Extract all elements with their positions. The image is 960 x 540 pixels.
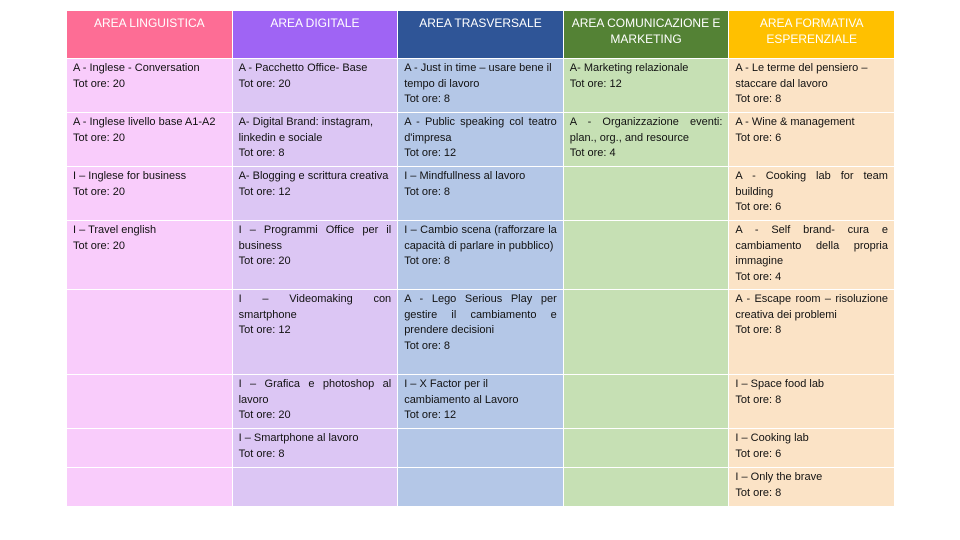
course-cell	[563, 429, 729, 468]
course-cell	[729, 113, 895, 167]
course-title: I – Travel english	[73, 224, 157, 236]
course-cell	[563, 59, 729, 113]
course-table	[66, 10, 895, 507]
course-cell	[232, 429, 398, 468]
course-title: I – Cooking lab	[735, 432, 809, 444]
course-hours: Tot ore: 20	[73, 77, 125, 90]
course-cell	[67, 167, 233, 221]
course-title: A - Self brand- cura e cambiamento della propria immagine	[735, 224, 888, 267]
course-title: I – Only the brave	[735, 471, 823, 483]
course-title: A- Blogging e scrittura creativa	[238, 170, 389, 182]
course-title: I – Cambio scena (rafforzare la capacità di parlare in pubblico)	[404, 224, 557, 252]
course-hours: Tot ore: 4	[569, 147, 616, 159]
course-cell	[232, 59, 398, 113]
course-cell	[729, 375, 895, 429]
table-row	[67, 429, 895, 468]
course-title: A - Le terme del pensiero – staccare dal lavoro	[735, 62, 868, 90]
course-hours: Tot ore: 8	[735, 324, 782, 336]
course-hours: Tot ore: 6	[735, 447, 782, 460]
table-row	[67, 375, 895, 429]
course-cell	[729, 468, 895, 507]
course-hours: Tot ore: 20	[238, 77, 291, 90]
course-cell	[67, 290, 233, 375]
course-hours: Tot ore: 8	[404, 339, 451, 352]
course-hours: Tot ore: 8	[404, 185, 451, 198]
course-cell	[563, 375, 729, 429]
course-title: A - Organizzazione eventi: plan., org., and resource	[569, 116, 723, 144]
course-hours: Tot ore: 20	[238, 409, 291, 421]
course-title: I – Grafica e photoshop al lavoro	[238, 378, 392, 406]
course-cell	[398, 290, 564, 375]
course-title: A - Escape room – risoluzione creativa dei problemi	[735, 293, 888, 321]
header-area-formativa-esperenziale: AREA FORMATIVA ESPERENZIALE	[729, 11, 895, 59]
course-title: A- Marketing relazionale	[569, 62, 689, 74]
course-hours: Tot ore: 8	[238, 447, 285, 460]
course-cell	[398, 113, 564, 167]
course-hours: Tot ore: 12	[404, 409, 457, 421]
table-row	[67, 468, 895, 507]
course-cell	[232, 167, 398, 221]
course-cell	[729, 221, 895, 290]
course-cell	[563, 113, 729, 167]
course-title: A - Cooking lab for team building	[735, 170, 888, 198]
course-cell	[563, 290, 729, 375]
course-title: I – Inglese for business	[73, 170, 187, 182]
header-row	[67, 11, 895, 59]
course-hours: Tot ore: 8	[238, 147, 285, 159]
course-cell	[729, 429, 895, 468]
course-cell	[232, 221, 398, 290]
course-hours: Tot ore: 20	[73, 239, 125, 252]
course-hours: Tot ore: 12	[569, 77, 622, 90]
course-cell	[729, 290, 895, 375]
course-hours: Tot ore: 20	[238, 255, 291, 267]
course-title: A - Lego Serious Play per gestire il cambiamento e prendere decisioni	[404, 293, 557, 336]
course-hours: Tot ore: 12	[238, 185, 291, 198]
course-hours: Tot ore: 8	[735, 393, 782, 406]
course-cell	[232, 468, 398, 507]
header-area-digitale: AREA DIGITALE	[232, 11, 398, 59]
course-title: A - Inglese - Conversation	[73, 62, 200, 74]
course-title: A - Just in time – usare bene il tempo di lavoro	[404, 62, 552, 90]
course-title: I – X Factor per il cambiamento al Lavoro	[404, 378, 519, 406]
course-title: I – Mindfullness al lavoro	[404, 170, 526, 182]
course-title: A - Pacchetto Office- Base	[238, 62, 368, 74]
course-title: A- Digital Brand: instagram, linkedin e sociale	[238, 116, 374, 144]
table-row	[67, 113, 895, 167]
course-cell	[67, 375, 233, 429]
course-cell	[67, 59, 233, 113]
course-cell	[563, 167, 729, 221]
course-hours: Tot ore: 6	[735, 131, 782, 144]
course-hours: Tot ore: 20	[73, 185, 125, 198]
course-cell	[563, 221, 729, 290]
course-cell	[67, 468, 233, 507]
header-area-trasversale: AREA TRASVERSALE	[398, 11, 564, 59]
course-title: I – Space food lab	[735, 378, 825, 390]
course-cell	[232, 375, 398, 429]
course-cell	[67, 221, 233, 290]
course-cell	[232, 290, 398, 375]
table-row	[67, 290, 895, 375]
table-row	[67, 221, 895, 290]
course-cell	[398, 167, 564, 221]
table-body	[67, 59, 895, 507]
header-area-comunicazione-marketing: AREA COMUNICAZIONE E MARKETING	[563, 11, 729, 59]
course-hours: Tot ore: 8	[735, 93, 782, 105]
course-cell	[232, 113, 398, 167]
course-cell	[67, 429, 233, 468]
course-cell	[729, 59, 895, 113]
course-title: A - Inglese livello base A1-A2	[73, 116, 216, 128]
course-cell	[729, 167, 895, 221]
table-row	[67, 167, 895, 221]
course-title: A - Wine & management	[735, 116, 855, 128]
header-area-linguistica: AREA LINGUISTICA	[67, 11, 233, 59]
course-hours: Tot ore: 12	[404, 147, 457, 159]
course-hours: Tot ore: 8	[404, 255, 451, 267]
course-cell	[563, 468, 729, 507]
course-cell	[398, 221, 564, 290]
course-cell	[398, 429, 564, 468]
course-title: A - Public speaking col teatro d'impresa	[404, 116, 557, 144]
course-cell	[67, 113, 233, 167]
course-title: I – Videomaking con smartphone	[238, 293, 392, 321]
course-cell	[398, 468, 564, 507]
course-hours: Tot ore: 4	[735, 270, 782, 283]
table-row	[67, 59, 895, 113]
course-hours: Tot ore: 12	[238, 324, 291, 336]
course-cell	[398, 59, 564, 113]
course-title: I – Smartphone al lavoro	[238, 432, 359, 444]
course-hours: Tot ore: 8	[404, 93, 451, 105]
course-hours: Tot ore: 20	[73, 131, 125, 144]
course-cell	[398, 375, 564, 429]
course-hours: Tot ore: 6	[735, 201, 782, 213]
course-hours: Tot ore: 8	[735, 486, 782, 499]
course-title: I – Programmi Office per il business	[238, 224, 392, 252]
